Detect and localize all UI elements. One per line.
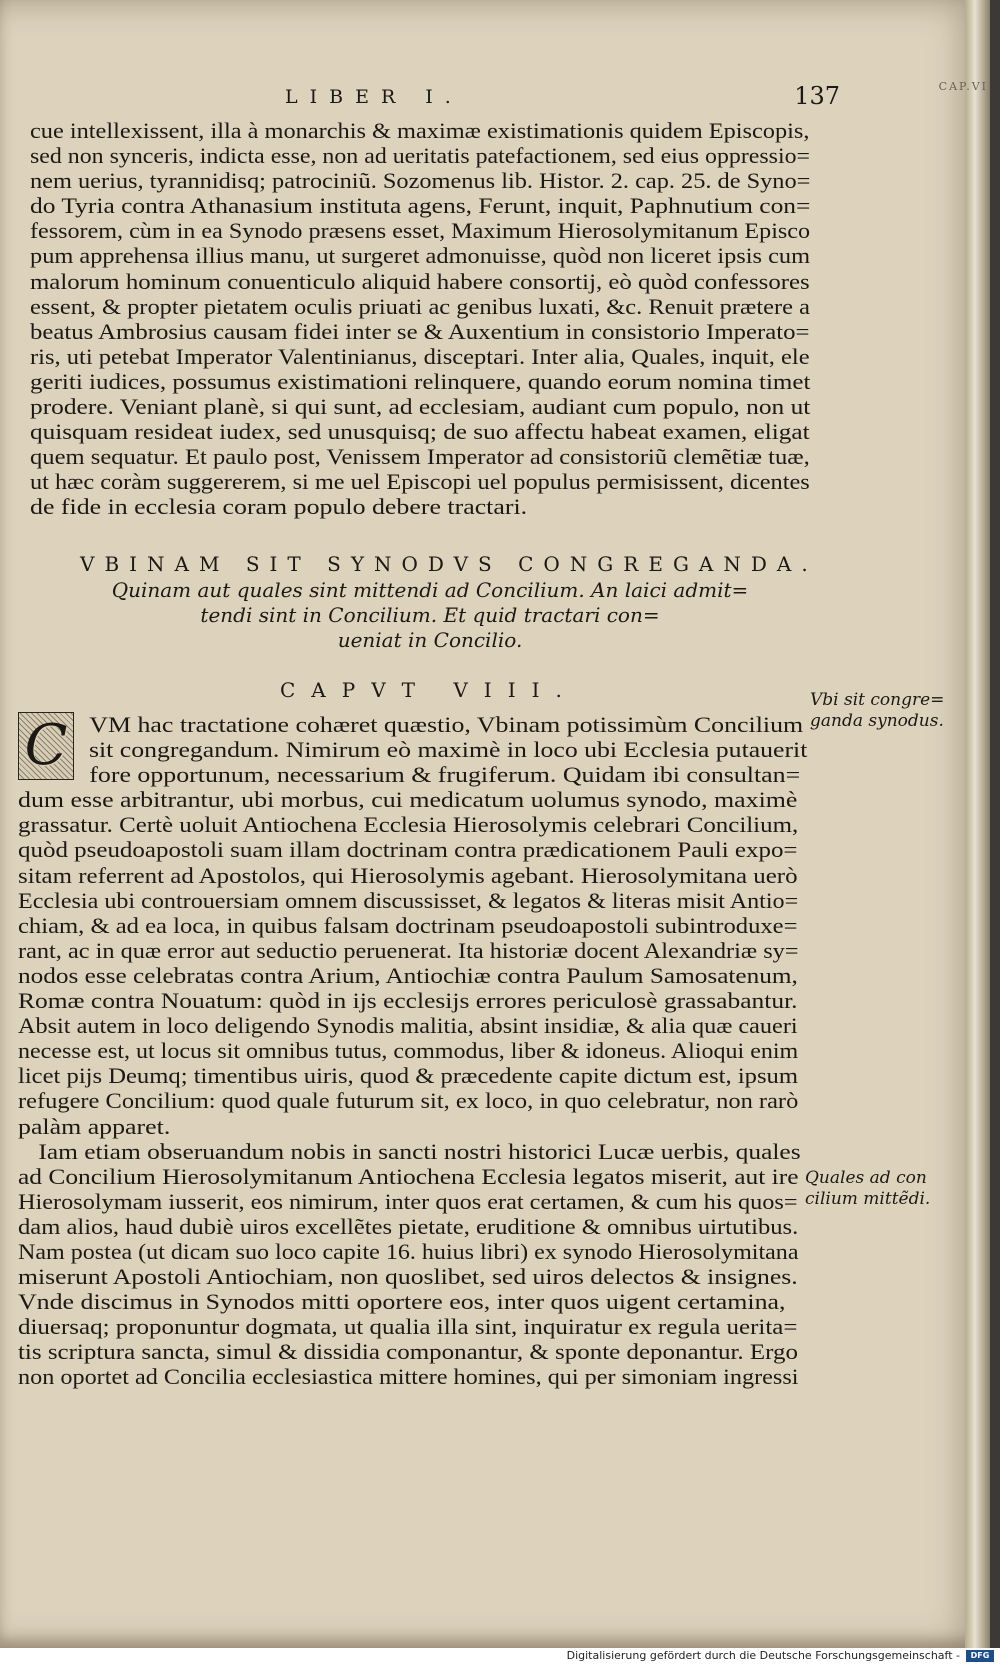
text-line: de fide in ecclesia coram populo debere tractari. xyxy=(30,494,528,520)
text-line: miserunt Apostoli Antiochiam, non quoslibet, sed uiros delectos & insignes. xyxy=(18,1264,798,1290)
text-line: diuersaq; proponuntur dogmata, ut qualia illa sint, inquiratur ex regula uerita= xyxy=(18,1314,798,1340)
margin-note-line: ganda synodus. xyxy=(810,711,944,731)
section-subtitle-1: Quinam aut quales sint mittendi ad Concilium. An laici admit= xyxy=(111,578,749,602)
text-line: refugere Concilium: quod quale futurum sit, ex loco, in quo celebratur, non rarò xyxy=(18,1088,799,1114)
page-header xyxy=(285,82,840,116)
page-edge xyxy=(938,0,990,1648)
text-line: grassatur. Certè uoluit Antiochena Ecclesia Hierosolymis celebrari Concilium, xyxy=(18,812,799,838)
dropcap-letter: C xyxy=(24,713,68,778)
text-line: ad Concilium Hierosolymitanum Antiochena Ecclesia legatos miserit, aut ire xyxy=(18,1163,799,1189)
section-title: VBINAM SIT SYNODVS CONGREGANDA. xyxy=(80,552,818,576)
page-number: 137 xyxy=(794,82,840,110)
text-line: prodere. Veniant planè, si qui sunt, ad ecclesiam, audiant cum populo, non ut xyxy=(30,394,811,420)
margin-note-line: Vbi sit congre= xyxy=(810,690,945,710)
text-line: Ecclesia ubi controuersiam omnem discussisset, & legatos & literas misit Antio= xyxy=(18,887,799,913)
margin-note-line: cilium mittẽdi. xyxy=(805,1189,931,1209)
text-line: essent, & propter pietatem oculis priuati ac genibus luxati, &c. Renuit prætere a xyxy=(30,293,810,319)
chapter-text xyxy=(18,712,808,1390)
text-line: dam alios, haud dubiè uiros excellẽtes pietate, eruditione & omnibus uirtutibus. xyxy=(18,1213,799,1239)
text-line: malorum hominum conuenticulo aliquid habere consortij, eò quòd confessores xyxy=(30,268,810,294)
text-line: chiam, & ad ea loca, in quibus falsam doctrinam pseudoapostoli subintroduxe= xyxy=(18,912,798,938)
text-line: ut hæc coràm suggererem, si me uel Episcopi uel populus permisissent, dicentes xyxy=(30,469,810,495)
text-line: quòd pseudoapostoli suam illam doctrinam contra prædicationem Pauli expo= xyxy=(18,837,798,863)
text-line: dum esse arbitrantur, ubi morbus, cui medicatum uolumus synodo, maximè xyxy=(18,787,798,813)
margin-note-line: Quales ad con xyxy=(805,1168,927,1188)
text-line: sed non synceris, indicta esse, non ad ueritatis patefactionem, sed eius oppressio= xyxy=(30,143,810,169)
footer-text: Digitalisierung gefördert durch die Deutsche Forschungsgemeinschaft - xyxy=(566,1649,960,1662)
dfg-logo: DFG xyxy=(966,1650,994,1662)
margin-note-1 xyxy=(810,690,944,732)
text-line: quisquam resideat iudex, sed unusquisq; de suo affectu habeat examen, eligat xyxy=(30,419,810,445)
text-line: geriti iudices, possumus existimationi relinquere, quando eorum nomina timet xyxy=(30,368,811,394)
digitization-footer xyxy=(0,1648,1000,1665)
text-line: VM hac tractatione cohæret quæstio, Vbinam potissimùm Concilium xyxy=(89,712,804,737)
section-subtitle-2: tendi sint in Concilium. Et quid tractari con= xyxy=(200,603,660,627)
running-title: LIBER I. xyxy=(285,86,463,108)
section-subtitle-3: ueniat in Concilio. xyxy=(337,628,523,652)
section-heading xyxy=(80,550,818,653)
text-line: cue intellexissent, illa à monarchis & maximæ existimationis quidem Episcopis, xyxy=(30,118,810,143)
text-line: palàm apparet. xyxy=(18,1113,171,1139)
text-line: fessorem, cùm in ea Synodo præsens esset, Maximum Hierosolymitanum Episco xyxy=(30,218,811,244)
text-line: beatus Ambrosius causam fidei inter se & Auxentium in consistorio Imperato= xyxy=(30,318,810,344)
text-line: quem sequatur. Et paulo post, Venissem Imperator ad consistoriũ clemẽtiæ tuæ, xyxy=(30,444,810,470)
margin-note-2 xyxy=(805,1168,930,1210)
text-line: Romæ contra Nouatum: quòd in ijs ecclesijs errores periculosè grassabantur. xyxy=(18,988,798,1014)
text-line: sitam referrent ad Apostolos, qui Hierosolymis agebant. Hierosolymitana uerò xyxy=(18,862,798,888)
text-line: nem uerius, tyrannidisq; patrociniũ. Sozomenus lib. Histor. 2. cap. 25. de Syno= xyxy=(30,168,811,194)
text-line: tis scriptura sancta, simul & dissidia componantur, & sponte deponantur. Ergo xyxy=(18,1339,798,1365)
text-line: licet pijs Deumq; timentibus uiris, quod & præcedente capite dictum est, ipsum xyxy=(18,1063,799,1089)
text-line: Hierosolymam iusserit, eos nimirum, inter quos erat certamen, & cum his quos= xyxy=(18,1188,798,1214)
text-line: do Tyria contra Athanasium instituta agens, Ferunt, inquit, Paphnutium con= xyxy=(30,193,811,219)
text-line: pum apprehensa illius manu, ut surgeret admonuisse, quòd non liceret ipsis cum xyxy=(30,243,811,269)
text-line: nodos esse celebratas contra Arium, Antiochiæ contra Paulum Samosatenum, xyxy=(18,962,798,988)
text-line: Iam etiam obseruandum nobis in sancti nostri historici Lucæ uerbis, quales xyxy=(38,1138,801,1164)
text-line: necesse est, ut locus sit omnibus tutus, commodus, liber & idoneus. Alioqui enim xyxy=(18,1038,799,1064)
text-line: non oportet ad Concilia ecclesiastica mittere homines, qui per simoniam ingressi xyxy=(18,1364,799,1390)
edge-fragment: CAP.VI xyxy=(938,80,988,93)
body-text xyxy=(30,118,820,520)
chapter-heading: CAPVT VIII. xyxy=(280,678,578,702)
text-line: rant, ac in quæ error aut seductio peruenerat. Ita historiæ docent Alexandriæ sy= xyxy=(18,937,799,963)
text-line: sit congregandum. Nimirum eò maximè in loco ubi Ecclesia putauerit xyxy=(88,737,808,763)
text-line: ris, uti petebat Imperator Valentinianus, disceptari. Inter alia, Quales, inquit, ele xyxy=(30,343,810,369)
text-line: fore opportunum, necessarium & frugiferum. Quidam ibi consultan= xyxy=(89,762,801,788)
text-line: Vnde discimus in Synodos mitti oportere eos, inter quos uigent certamina, xyxy=(18,1289,786,1315)
text-line: Nam postea (ut dicam suo loco capite 16. huius libri) ex synodo Hierosolymitana xyxy=(18,1238,799,1264)
text-line: Absit autem in loco deligendo Synodis malitia, absint insidiæ, & alia quæ caueri xyxy=(18,1013,798,1039)
